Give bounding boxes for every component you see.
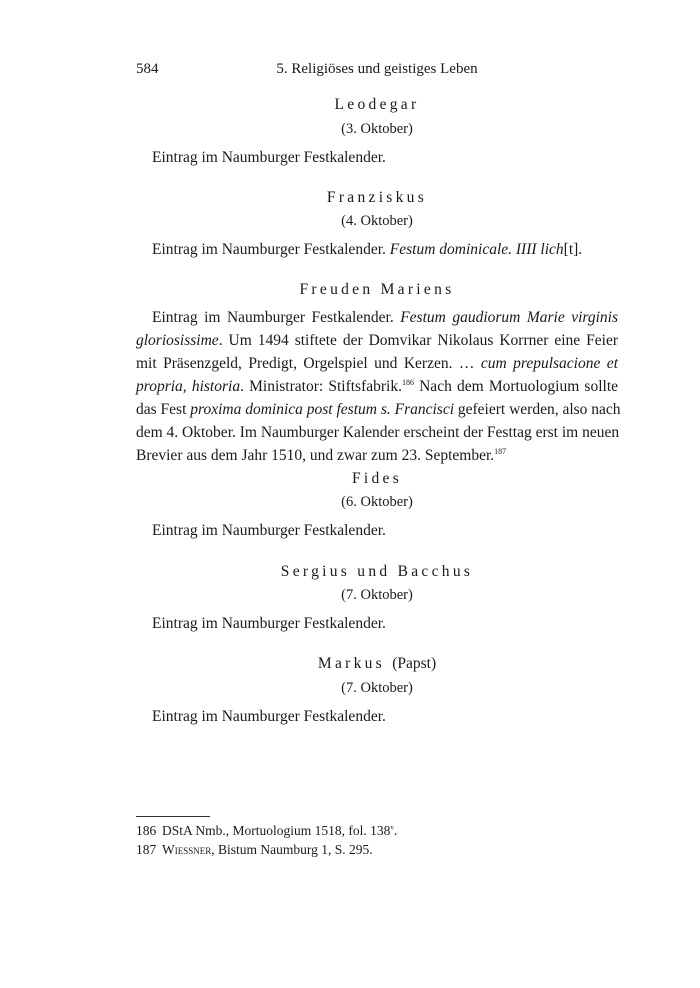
footnote-ref: 187 [494,446,507,456]
footnote: 186 DStA Nmb., Mortuologium 1518, fol. 138$^v$. [136,823,398,838]
running-head [136,61,618,81]
section-entry: Eintrag im Naumburger Festkalender. [152,522,386,539]
section-heading: Freuden Mariens [299,281,455,298]
chapter-title: 5. Religiöses und geistiges Leben [276,61,478,77]
section-entry: Eintrag im Naumburger Festkalender. [152,615,386,632]
section-date: (7. Oktober) [341,680,413,696]
footnote-rule [136,816,210,817]
footnote-ref: 186 [401,377,414,387]
section-heading: Fides [351,470,403,487]
section-entry: Eintrag im Naumburger Festkalender. Festum dominicale. IIII lich[t]. [152,241,583,258]
section-entry: Eintrag im Naumburger Festkalender. [152,149,386,166]
page-number: 584 [136,61,159,77]
footnote: 187 Wiessner, Bistum Naumburg 1, S. 295. [136,842,373,857]
section-date: (6. Oktober) [341,494,413,510]
section-entry: Eintrag im Naumburger Festkalender. [152,708,386,725]
section-date: (3. Oktober) [341,121,413,137]
section-heading: Sergius und Bacchus [280,563,474,580]
section-paragraph: Eintrag im Naumburger Festkalender. Festum gaudiorum Marie virginis gloriosissime. Um 1494 stiftete der Domvikar Nikolaus Korrner eine Feier mit Präsenzgeld, Predigt, Orgelspiel und Kerzen. … cum prepulsacione et propria, historia. Ministrator: Stiftsfabrik.$^{186}$ Nach dem Mortuologium sollte das Fest proxima dominica post festum s. Francisci gefeiert werden, also nach dem 4. Oktober. Im Naumburger Kalender erscheint der Festtag erst im neuen Brevier aus dem Jahr 1510, und zwar zum 23. September.$^{187}$ [136,309,621,464]
section-date: (4. Oktober) [341,213,413,229]
section-heading: Leodegar [334,96,420,113]
section-heading: Markus (Papst) [317,655,437,672]
section-heading: Franziskus [326,189,428,206]
section-date: (7. Oktober) [341,587,413,603]
